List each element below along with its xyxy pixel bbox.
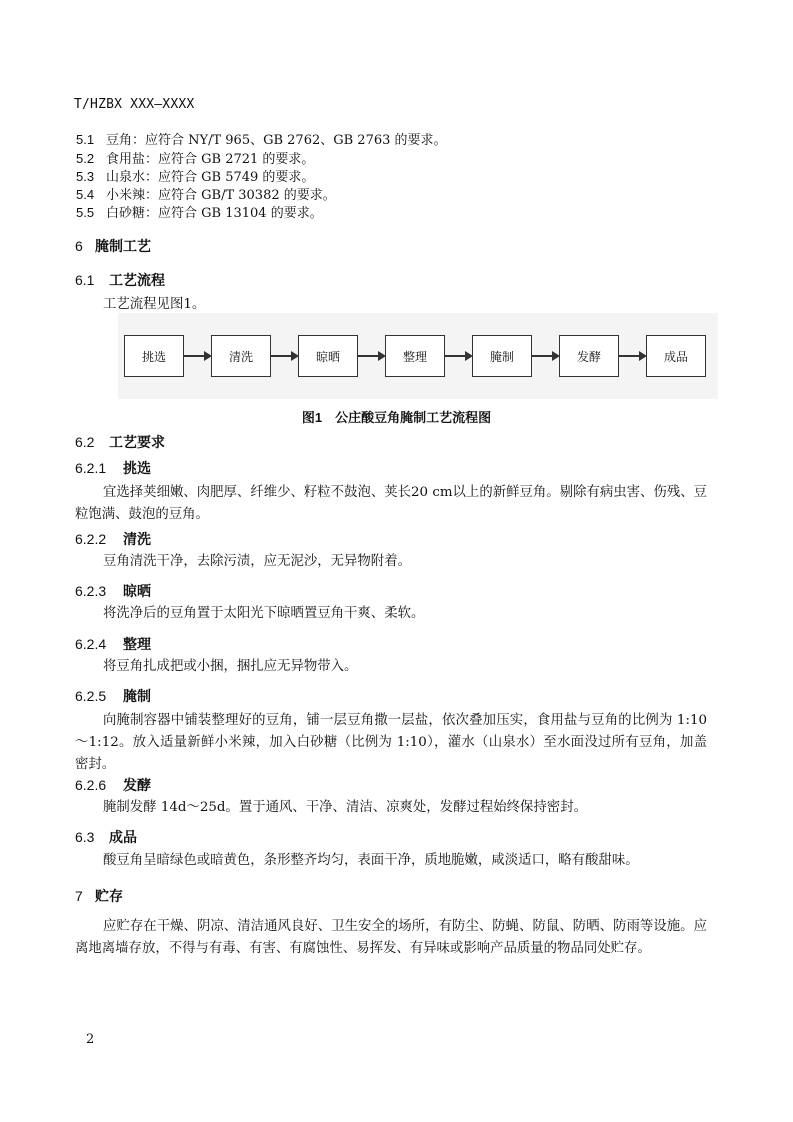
paragraph: 将豆角扎成把或小捆，捆扎应无异物带入。 <box>103 659 358 674</box>
clause-number: 5.2 <box>76 151 95 166</box>
subsection-heading: 6.2.5 腌制 <box>75 688 151 704</box>
flow-arrow <box>358 355 384 357</box>
paragraph: 应贮存在干燥、阴凉、清洁通风良好、卫生安全的场所，有防尘、防蝇、防鼠、防晒、防雨等设施。应离地离墙存放，不得与有毒、有害、有腐蚀性、易挥发、有异味或影响产品质量的物品同处贮存。 <box>75 919 707 956</box>
paragraph: 豆角清洗干净，去除污渍，应无泥沙，无异物附着。 <box>103 554 411 569</box>
clause-number: 5.3 <box>76 169 95 184</box>
flow-step-box: 整理 <box>385 335 445 377</box>
document-header: T/HZBX XXX—XXXX <box>74 97 195 112</box>
clause-text: 食用盐：应符合 GB 2721 的要求。 <box>106 152 315 167</box>
flow-arrow <box>445 355 471 357</box>
subsection-heading: 6.2.4 整理 <box>75 636 151 652</box>
paragraph: 腌制发酵 14d～25d。置于通风、干净、清洁、凉爽处，发酵过程始终保持密封。 <box>103 800 587 815</box>
requirement-item <box>76 129 447 148</box>
subsection-heading: 6.2.3 晾晒 <box>75 583 151 599</box>
section-heading-6-3: 6.3 成品 <box>75 829 137 845</box>
flow-step-box: 腌制 <box>472 335 532 377</box>
clause-text: 小米辣：应符合 GB/T 30382 的要求。 <box>106 188 336 203</box>
flow-step-box: 发酵 <box>559 335 619 377</box>
flow-step-box: 晾晒 <box>298 335 358 377</box>
flow-arrow <box>619 355 645 357</box>
section-heading-6-2: 6.2 工艺要求 <box>75 434 165 450</box>
page-number: 2 <box>86 1032 95 1047</box>
requirement-item <box>76 184 336 203</box>
clause-number: 5.5 <box>76 205 95 220</box>
clause-number: 5.4 <box>76 187 95 202</box>
flow-arrow <box>532 355 558 357</box>
paragraph: 向腌制容器中铺装整理好的豆角，铺一层豆角撒一层盐，依次叠加压实，食用盐与豆角的比例为 1:10～1:12。放入适量新鲜小米辣，加入白砂糖（比例为 1:10），灌水（山泉水）至水面没过所有豆角，加盖密封。 <box>75 713 707 772</box>
clause-text: 豆角：应符合 NY/T 965、GB 2762、GB 2763 的要求。 <box>106 133 447 148</box>
paragraph: 宜选择荚细嫩、肉肥厚、纤维少、籽粒不鼓泡、荚长20 cm以上的新鲜豆角。剔除有病虫害、伤残、豆粒饱满、鼓泡的豆角。 <box>75 485 707 522</box>
flow-arrow <box>184 355 210 357</box>
paragraph: 工艺流程见图1。 <box>103 297 206 312</box>
section-heading-6: 6 腌制工艺 <box>75 238 151 254</box>
requirement-item <box>76 166 314 185</box>
paragraph: 将洗净后的豆角置于太阳光下晾晒置豆角干爽、柔软。 <box>103 606 425 621</box>
clause-text: 山泉水：应符合 GB 5749 的要求。 <box>106 170 315 185</box>
requirement-item <box>76 202 323 221</box>
section-heading-6-1: 6.1 工艺流程 <box>75 272 165 288</box>
subsection-heading: 6.2.1 挑选 <box>75 460 151 476</box>
subsection-heading: 6.2.6 发酵 <box>75 777 151 793</box>
clause-number: 5.1 <box>76 132 95 147</box>
flow-arrow <box>271 355 297 357</box>
subsection-heading: 6.2.2 清洗 <box>75 531 151 547</box>
flow-step-box: 清洗 <box>211 335 271 377</box>
section-heading-7: 7 贮存 <box>75 888 123 904</box>
clause-text: 白砂糖：应符合 GB 13104 的要求。 <box>106 206 323 221</box>
requirement-item <box>76 148 314 167</box>
flow-step-box: 挑选 <box>124 335 184 377</box>
flow-step-box: 成品 <box>646 335 706 377</box>
paragraph: 酸豆角呈暗绿色或暗黄色，条形整齐均匀，表面干净，质地脆嫩，咸淡适口，略有酸甜味。 <box>103 853 639 868</box>
figure-caption: 图1 公庄酸豆角腌制工艺流程图 <box>301 410 492 425</box>
